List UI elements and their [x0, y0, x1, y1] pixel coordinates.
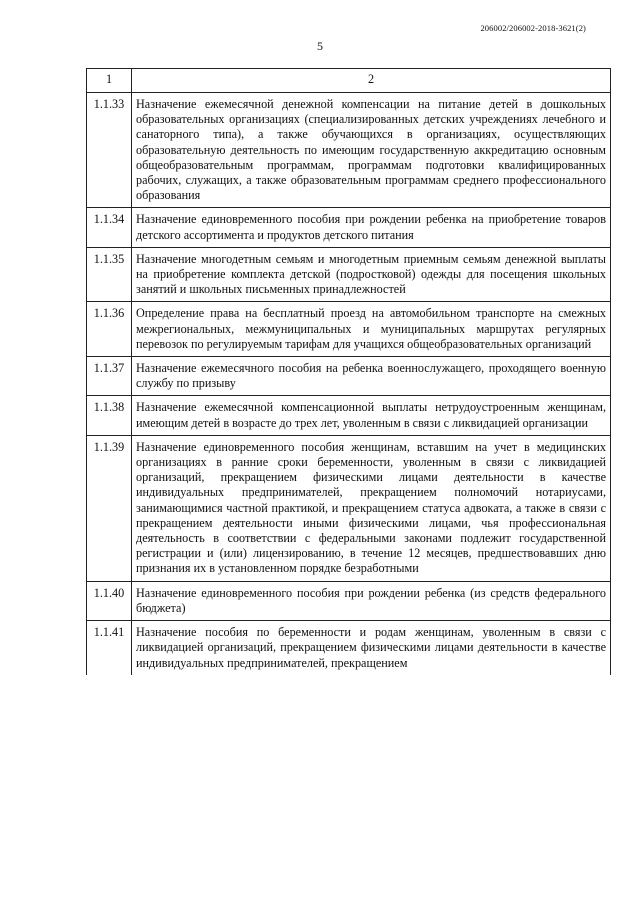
row-number: 1.1.33 [87, 93, 132, 208]
table-row [87, 302, 611, 357]
row-text: Назначение многодетным семьям и многодетным приемным семьям денежной выплаты на приобретение комплекта детской (подростковой) одежды для посещения школьных занятий и школьных письменных принадлежностей [132, 247, 611, 302]
table-header-row [87, 69, 611, 93]
row-text: Назначение единовременного пособия при рождении ребенка (из средств федерального бюджета) [132, 581, 611, 620]
table-row [87, 357, 611, 396]
row-text: Назначение ежемесячной компенсационной выплаты нетрудоустроенным женщинам, имеющим детей в возрасте до трех лет, уволенным в связи с ликвидацией организации [132, 396, 611, 435]
table-row [87, 208, 611, 247]
row-number: 1.1.40 [87, 581, 132, 620]
services-table [86, 68, 611, 675]
row-text: Назначение единовременного пособия при рождении ребенка на приобретение товаров детского ассортимента и продуктов детского питания [132, 208, 611, 247]
table-row [87, 621, 611, 675]
row-text: Назначение ежемесячной денежной компенсации на питание детей в дошкольных образовательных организациях (специализированных детских учреждениях лечебного и санаторного типа), а также обучающихся в организациях, осуществляющих образовательную деятельность по имеющим государственную аккредитацию основным общеобразовательным программам, программам подготовки квалифицированных рабочих, служащих, а также образовательным программам среднего профессионального образования [132, 93, 611, 208]
table-row [87, 247, 611, 302]
table-row [87, 435, 611, 581]
row-number: 1.1.38 [87, 396, 132, 435]
row-number: 1.1.34 [87, 208, 132, 247]
row-text: Назначение пособия по беременности и родам женщинам, уволенным в связи с ликвидацией организаций, прекращением физическими лицами деятельности в качестве индивидуальных предпринимателей, прекращением [132, 621, 611, 675]
row-text: Назначение ежемесячного пособия на ребенка военнослужащего, проходящего военную службу по призыву [132, 357, 611, 396]
row-number: 1.1.39 [87, 435, 132, 581]
row-number: 1.1.41 [87, 621, 132, 675]
table-row [87, 396, 611, 435]
table-row [87, 93, 611, 208]
page-number: 5 [317, 39, 323, 53]
row-number: 1.1.35 [87, 247, 132, 302]
row-number: 1.1.37 [87, 357, 132, 396]
document-id: 206002/206002-2018-3621(2) [480, 23, 586, 33]
column-header-1: 1 [87, 69, 132, 93]
column-header-2: 2 [132, 69, 611, 93]
row-text: Назначение единовременного пособия женщинам, вставшим на учет в медицинских организациях в ранние сроки беременности, уволенным в связи с ликвидацией организаций, прекращением физическими лицами деятельности в качестве индивидуальных предпринимателей, прекращением полномочий нотариусами, занимающимися частной практикой, и прекращением статуса адвоката, а также в связи с прекращением деятельности иными физическими лицами, чья профессиональная деятельность в соответствии с федеральными законами подлежит государственной регистрации и (или) лицензированию, в течение 12 месяцев, предшествовавших дню признания их в установленном порядке безработными [132, 435, 611, 581]
row-text: Определение права на бесплатный проезд на автомобильном транспорте на смежных межрегиональных, межмуниципальных и муниципальных маршрутах регулярных перевозок по регулируемым тарифам для учащихся общеобразовательных организаций [132, 302, 611, 357]
row-number: 1.1.36 [87, 302, 132, 357]
table-row [87, 581, 611, 620]
